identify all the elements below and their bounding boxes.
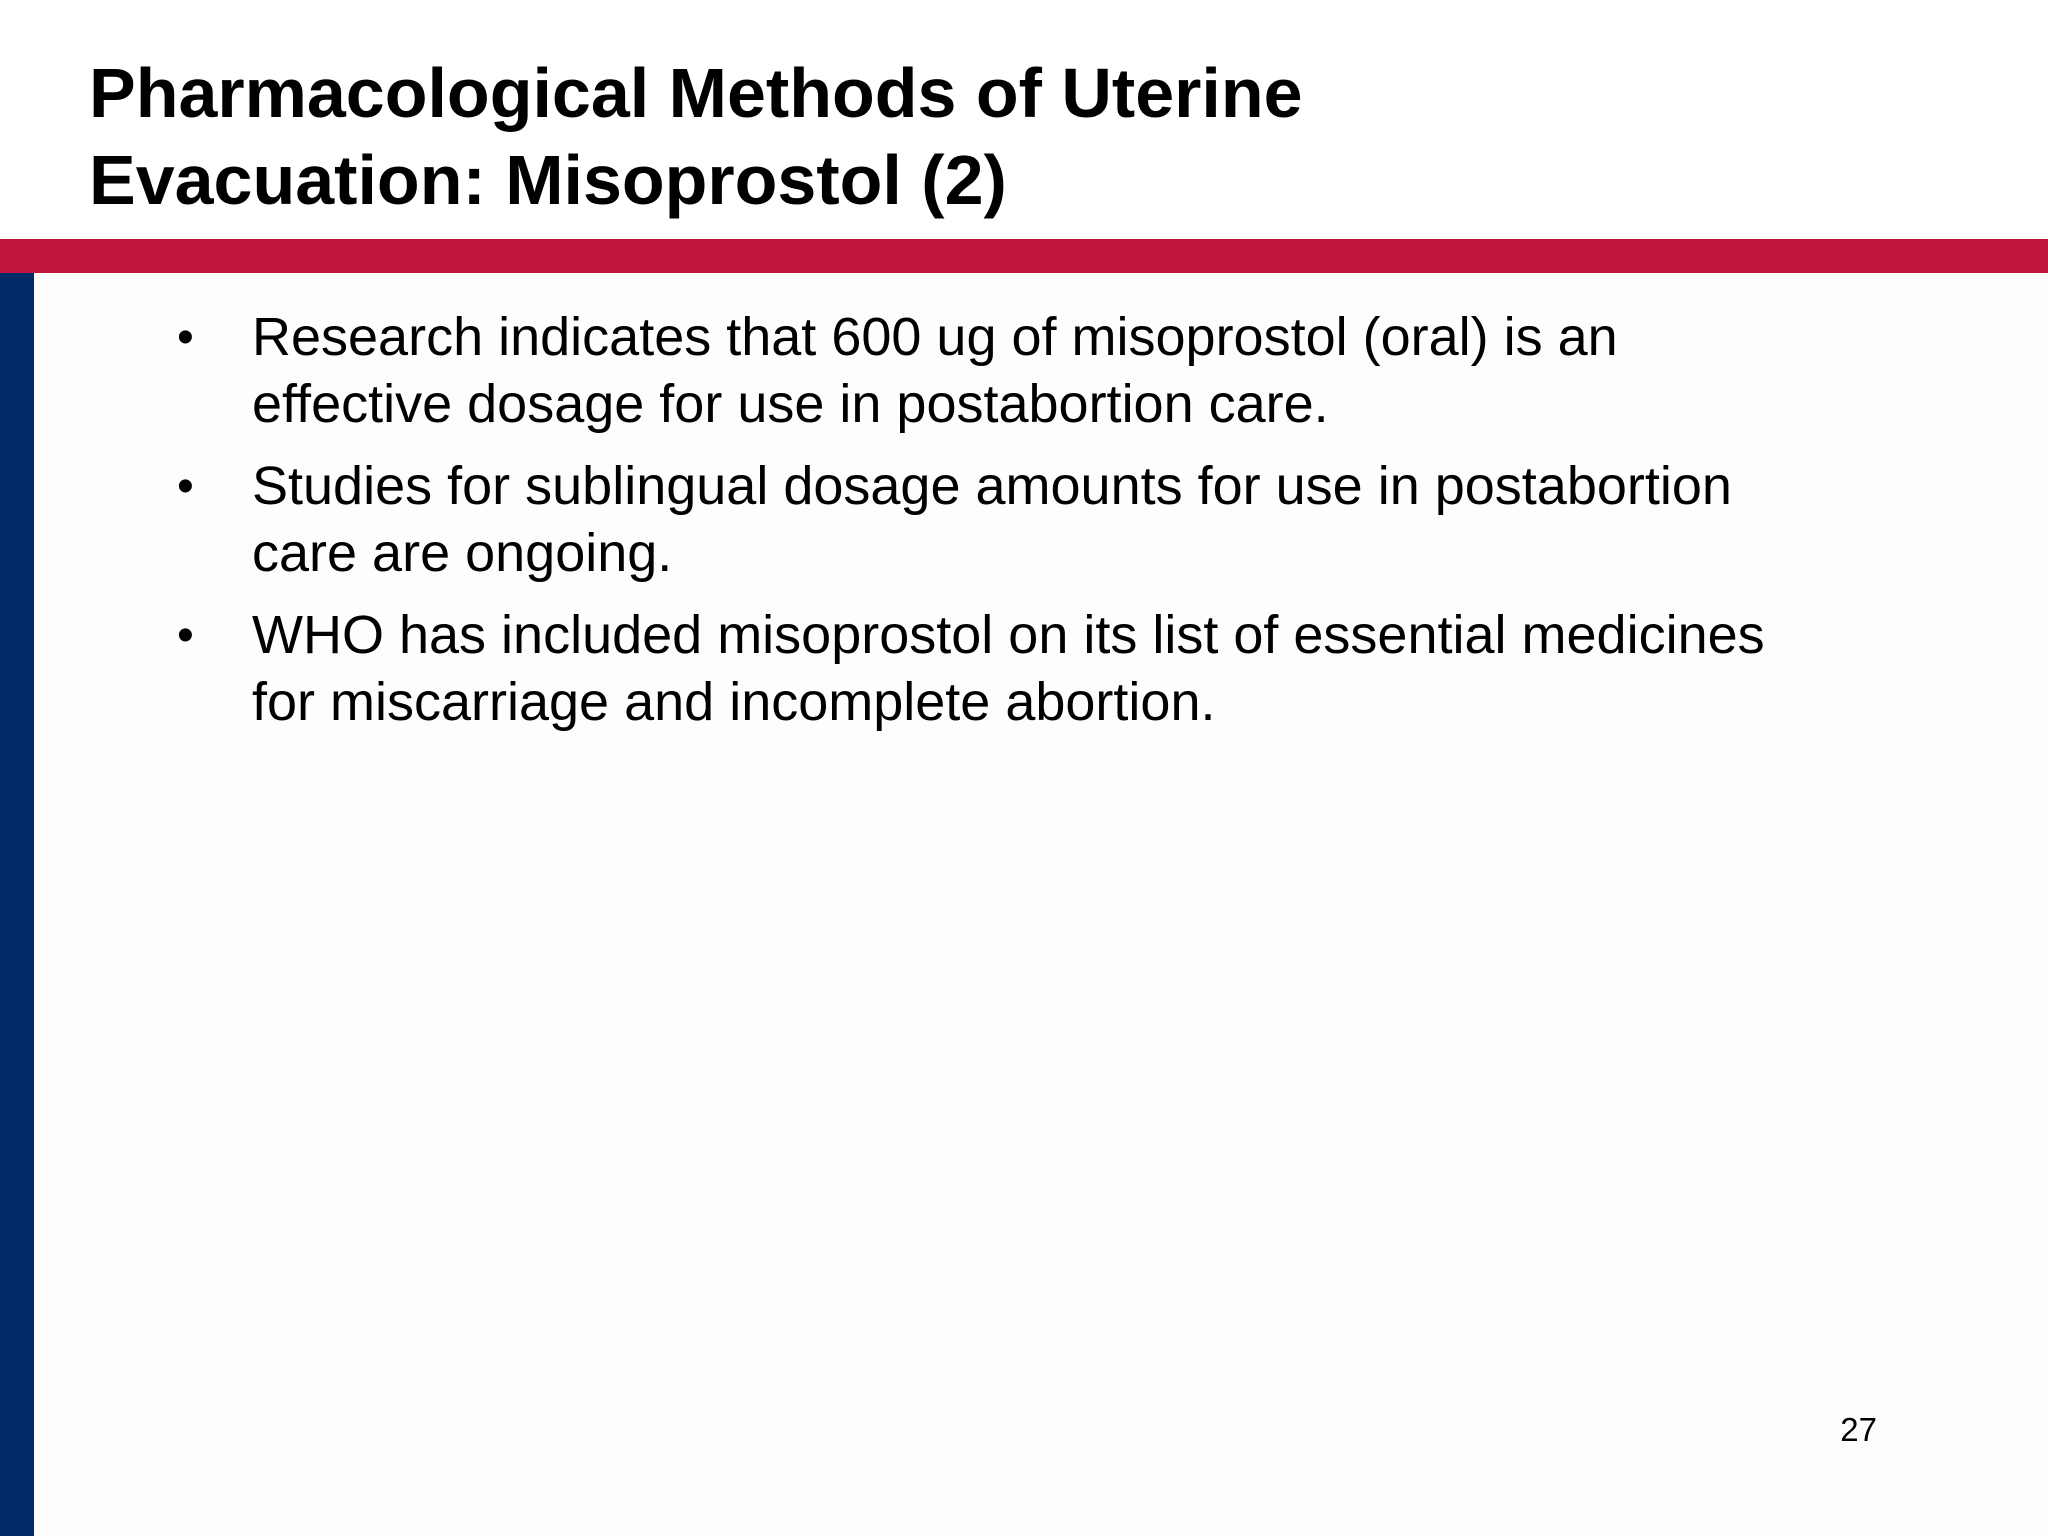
bullet-text-line: Research indicates that 600 ug of misoprostol (oral) is an [252, 307, 1618, 367]
bullet-item [170, 453, 1890, 587]
bullet-icon: • [177, 311, 194, 364]
bullet-item [170, 304, 1890, 438]
blue-accent-bar [0, 273, 34, 1536]
bullet-text-line: Studies for sublingual dosage amounts for use in postabortion [252, 456, 1732, 516]
bullet-list [170, 304, 1890, 751]
bullet-item [170, 602, 1890, 736]
page-number: 27 [1840, 1411, 1877, 1448]
slide-title [89, 50, 1789, 224]
bullet-text-line: for miscarriage and incomplete abortion. [252, 672, 1216, 732]
bullet-text-line: care are ongoing. [252, 523, 673, 583]
slide-header [0, 0, 2048, 239]
title-line: Evacuation: Misoprostol (2) [89, 141, 1007, 219]
red-accent-bar [0, 239, 2048, 273]
bullet-text-line: effective dosage for use in postabortion care. [252, 374, 1329, 434]
bullet-text-line: WHO has included misoprostol on its list of essential medicines [252, 605, 1765, 665]
bullet-icon: • [177, 460, 194, 513]
bullet-icon: • [177, 609, 194, 662]
title-line: Pharmacological Methods of Uterine [89, 54, 1303, 132]
